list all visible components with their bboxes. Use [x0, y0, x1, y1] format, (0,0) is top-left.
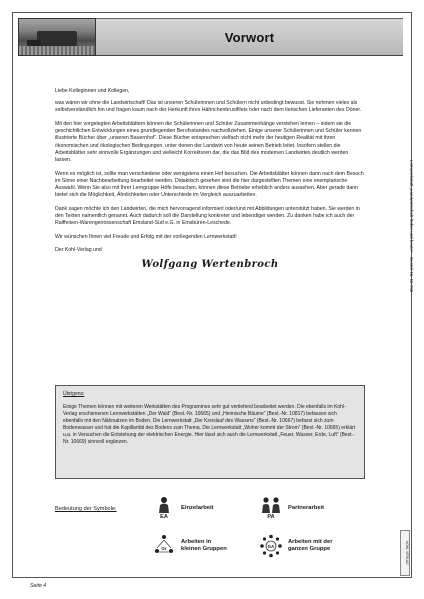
- symbol-label-ga: Arbeiten mit der ganzen Gruppe: [288, 539, 333, 552]
- whole-group-icon: [260, 534, 282, 558]
- letter-body: [55, 88, 365, 268]
- symbol-ganze-gruppe: [260, 534, 332, 558]
- symbol-code-pa: PA: [267, 514, 275, 520]
- note-text: Einige Themen können mit weiteren Werkstätten des Programmes sehr gut vertiefend bearbeitet werden. Die ebenfalls im Kohl-Verlag erschienenen Lernwerkstätten „Der Wald“ (Best.-Nr. 10665) und „Heimische Bäume“ (Best.-Nr. 10817) befassen sich ebenfalls mit den Nährsalzen im Boden. Die Lernwerkstatt „Der Kreislauf des Wassers“ (Best.-Nr. 10667) befasst sich zum Bodenwasser und hat die Kapillarität des Bodens zum Thema. Die Lernwerkstatt „Woher kommt der Strom“ (Best.-Nr. 10665) erklärt u.a. in Versuchen die Entstehung der elektrischen Energie. Hier lässt sich auch die Lernwerkstatt „Feuer, Wasser, Erde, Luft“ (Best.-Nr. 10669) sinnvoll ergänzen.: [63, 404, 356, 445]
- symbol-partnerarbeit: [260, 496, 324, 520]
- note-box: [55, 385, 365, 479]
- symbol-legend: [55, 494, 375, 564]
- symbol-legend-title: Bedeutung der Symbole:: [55, 506, 117, 512]
- letter-paragraph-5: Wir wünschen Ihnen viel Freude und Erfolg mit der vorliegenden Lernwerkstatt!: [55, 233, 237, 240]
- letter-paragraph-1: was wären wir ohne die Landwirtschaft! Das ist unseren Schülerinnen und Schülern nicht unbedingt bewusst. Sie nehmen vieles als selbstverständlich hin und fragen kaum nach der Herkunft ihres Hähnchenbrustfilets oder nach dem tierischen Lieferanten des Döner.: [55, 100, 362, 114]
- combine-harvester-icon: [37, 31, 77, 47]
- symbol-label-ea: Einzelarbeit: [181, 504, 214, 511]
- page-header: [18, 18, 403, 56]
- field-stripes: [19, 46, 95, 55]
- page-title: Vorwort: [224, 29, 275, 45]
- symbol-code-ea: EA: [160, 514, 168, 520]
- side-margin: [406, 160, 414, 580]
- symbol-code-gr: Gr: [161, 546, 167, 551]
- publisher-logo: KOHL VERLAG: [400, 530, 410, 576]
- symbol-label-pa: Partnerarbeit: [288, 504, 325, 511]
- page-number: Seite 4: [30, 583, 47, 589]
- note-title: Übrigens:: [63, 391, 85, 397]
- side-order-text: Lernwerkstatt „Landwirtschaft früher und heute“ – Bestell-Nr. 10 788: [409, 160, 414, 293]
- letter-paragraph-4: Dank sagen möchte ich den Landwirten, die mich hervorragend informiert oder/und mit Abbildungen unterstützt haben. Sie werden in den Texten namentlich genannt. Auch dadurch soll die Darstellung konkreter und lebendiger werden. Zu danken habe ich auch der Raiffeisen-Warengenossenschaft Emsland-Süd e.G. in Emsbüren-Leschede.: [55, 205, 360, 227]
- symbol-code-ga: GA: [267, 544, 275, 549]
- letter-paragraph-3: Wenn es möglich ist, sollte man verschiedene oder wenigstens einen Hof besuchen. Die Arbeitsblätter können dann nach dem Besuch im Sinne einer Nachbearbeitung bearbeitet werden. Didaktisch gesehen sind die hier dargestellten Themen eine exemplarische Auswahl. Wenn Sie also mit Ihrer Lerngruppe Höfe besuchen, können diese Betriebe erheblich anders aussehen. Aber gerade dann bietet sich die Möglichkeit, Ähnlichkeiten oder Unterschiede im Vergleich auszuarbeiten.: [55, 170, 364, 199]
- symbol-label-gr: Arbeiten in kleinen Gruppen: [181, 539, 227, 552]
- small-group-icon: [153, 534, 175, 558]
- title-band: [96, 18, 403, 55]
- author-signature: Wolfgang Wertenbroch: [141, 258, 279, 270]
- harvester-photo: [18, 18, 96, 56]
- letter-greeting: Liebe Kolleginnen und Kollegen,: [55, 88, 130, 94]
- symbol-kleingruppe: [153, 534, 227, 558]
- symbol-einzelarbeit: [153, 496, 214, 520]
- letter-paragraph-2: Mit den hier vorgelegten Arbeitsblättern können die Schülerinnen und Schüler Zusammenhänge verstehen lernen – indem sie die geschichtlichen Entwicklungen eines grundlegenden Berufsstandes nachvollziehen. Einige unserer Schülerinnen und Schüler kennen illustrierte Bücher über „unseren Bauernhof“. Diese Bücher entsprechen vielfach nicht mehr der heutigen Realität mit ihren ökonomischen und ökologischen Bedingungen, unter denen der Landwirt von heute seinen Betrieb leitet. Insofern stellen die Arbeitsblätter sehr sinnvolle Ergänzungen und vielleicht Korrekturen dar, die das Bild des modernen Landwirtes deutlich werden lassen.: [55, 121, 362, 164]
- letter-paragraph-6: Der Kohl-Verlag und: [55, 247, 102, 254]
- single-person-icon: [153, 496, 175, 520]
- two-persons-icon: [260, 496, 282, 520]
